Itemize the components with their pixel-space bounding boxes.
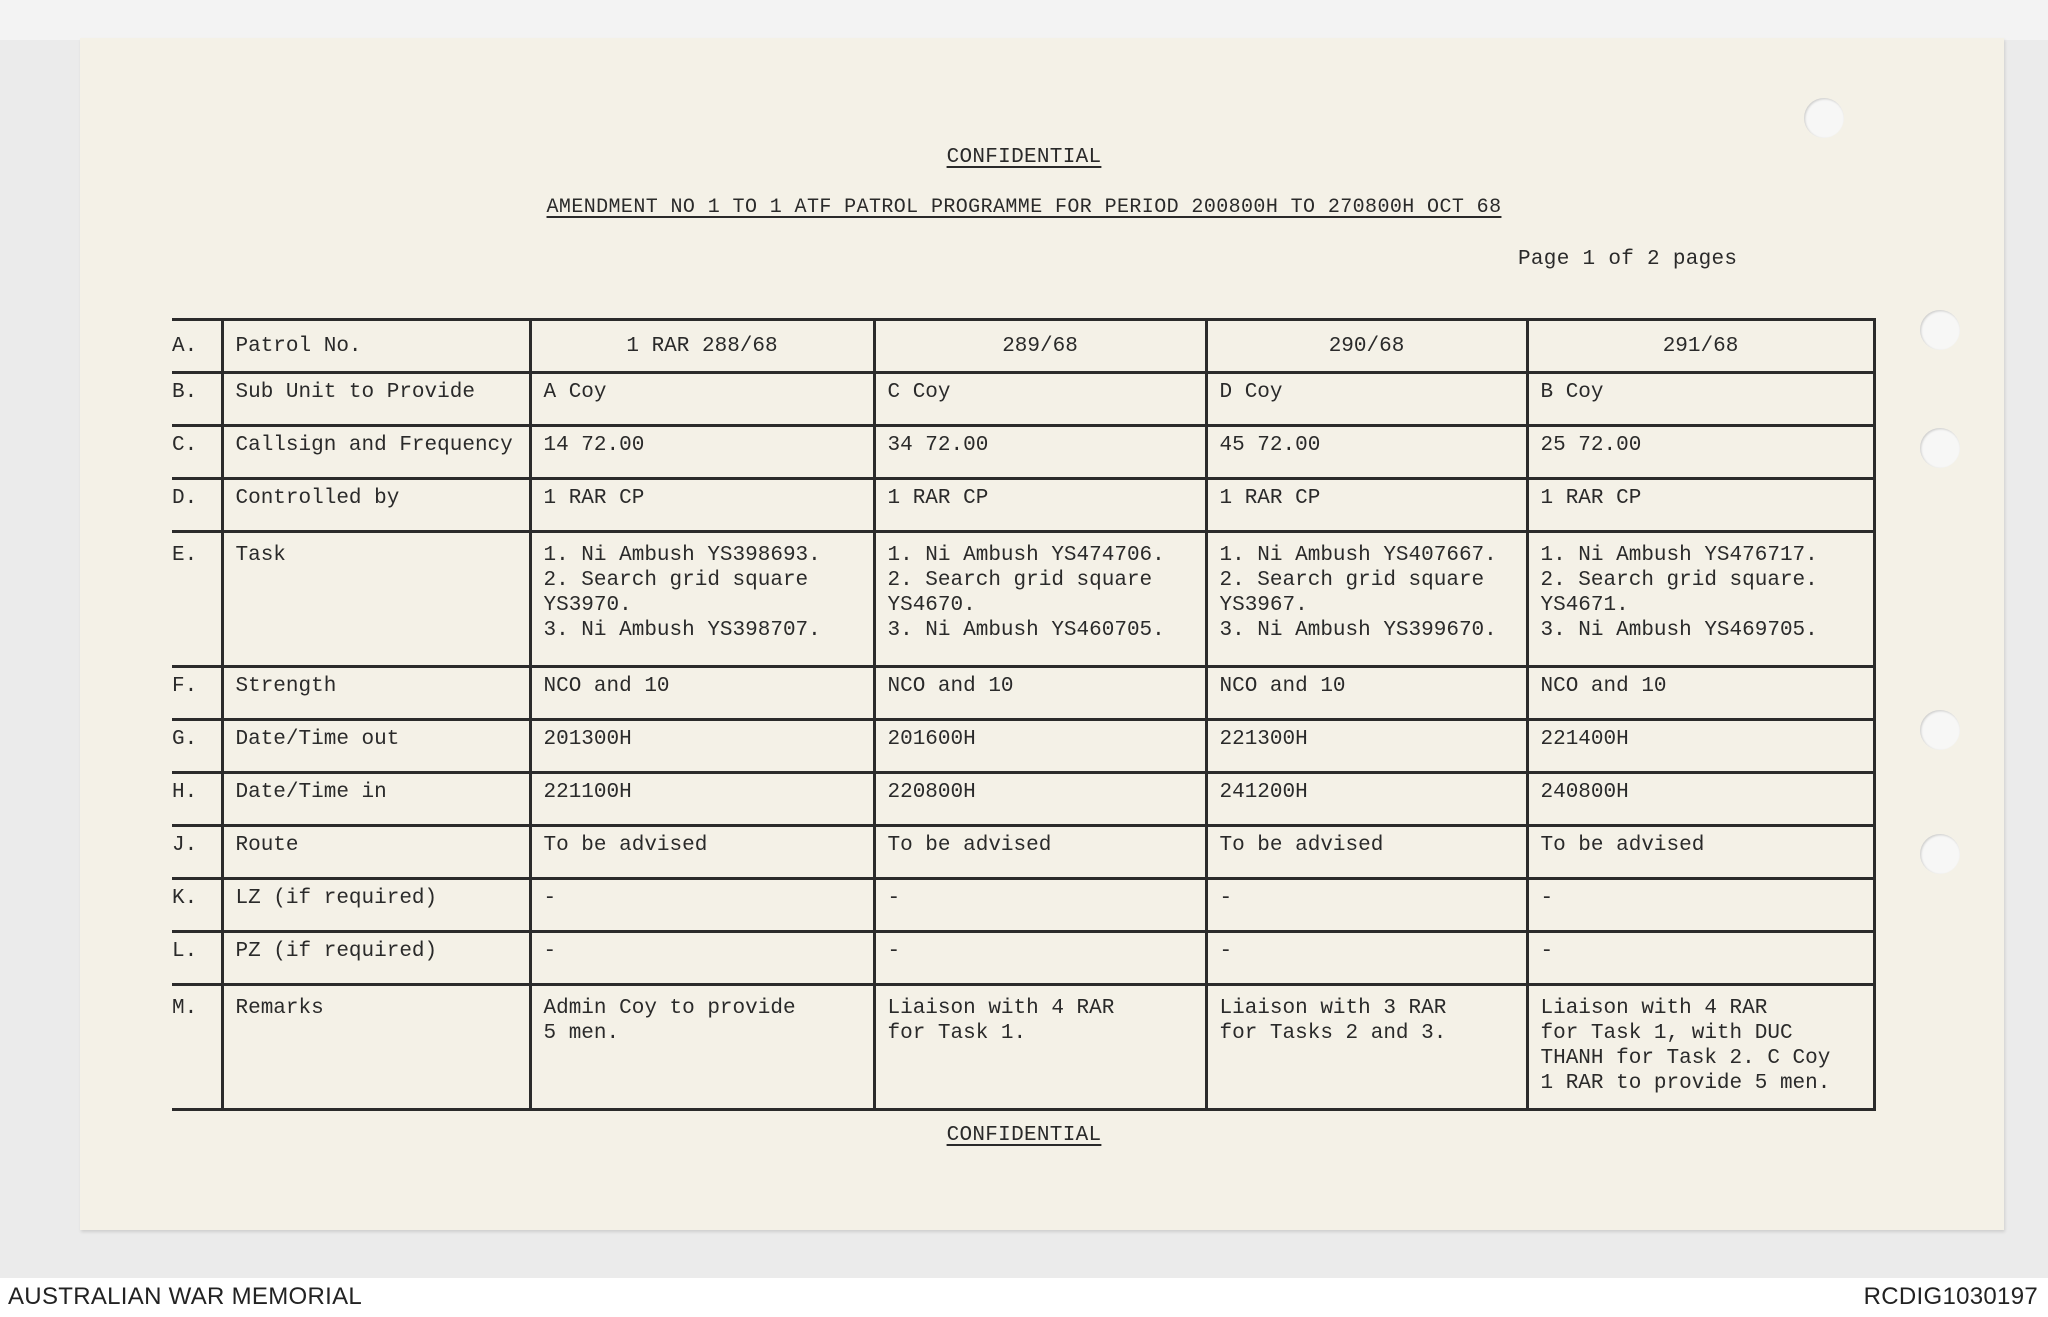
row-field-label: Remarks — [222, 985, 530, 1110]
table-cell: 221300H — [1206, 720, 1527, 773]
table-cell: 1 RAR 288/68 — [530, 320, 874, 373]
table-cell: 221400H — [1527, 720, 1874, 773]
table-cell: NCO and 10 — [1527, 667, 1874, 720]
row-field-label: Task — [222, 532, 530, 667]
table-cell: Admin Coy to provide 5 men. — [530, 985, 874, 1110]
table-cell: - — [530, 932, 874, 985]
table-cell: B Coy — [1527, 373, 1874, 426]
punch-hole-4 — [1920, 710, 1960, 750]
row-field-label: Strength — [222, 667, 530, 720]
table-row — [172, 320, 1874, 373]
table-cell: 1. Ni Ambush YS476717. 2. Search grid square. YS4671. 3. Ni Ambush YS469705. — [1527, 532, 1874, 667]
table-cell: C Coy — [874, 373, 1206, 426]
table-cell: - — [1527, 932, 1874, 985]
row-field-label: Patrol No. — [222, 320, 530, 373]
table-cell: D Coy — [1206, 373, 1527, 426]
table-cell: 201600H — [874, 720, 1206, 773]
table-cell: 290/68 — [1206, 320, 1527, 373]
row-field-label: Sub Unit to Provide — [222, 373, 530, 426]
table-row — [172, 826, 1874, 879]
table-cell: To be advised — [874, 826, 1206, 879]
table-cell: 25 72.00 — [1527, 426, 1874, 479]
table-cell: 201300H — [530, 720, 874, 773]
table-cell: - — [1206, 932, 1527, 985]
table-cell: 1 RAR CP — [874, 479, 1206, 532]
table-cell: To be advised — [1206, 826, 1527, 879]
row-letter: L. — [172, 932, 222, 985]
classification-top: CONFIDENTIAL — [946, 146, 1102, 169]
punch-hole-5 — [1920, 834, 1960, 874]
table-cell: 1. Ni Ambush YS474706. 2. Search grid square YS4670. 3. Ni Ambush YS460705. — [874, 532, 1206, 667]
background-top — [0, 0, 2048, 40]
table-cell: A Coy — [530, 373, 874, 426]
table-cell: 241200H — [1206, 773, 1527, 826]
table-cell: 220800H — [874, 773, 1206, 826]
table-cell: Liaison with 4 RAR for Task 1, with DUC THANH for Task 2. C Coy 1 RAR to provide 5 men. — [1527, 985, 1874, 1110]
row-letter: A. — [172, 320, 222, 373]
table-cell: 1. Ni Ambush YS407667. 2. Search grid square YS3967. 3. Ni Ambush YS399670. — [1206, 532, 1527, 667]
table-cell: - — [1527, 879, 1874, 932]
row-field-label: Route — [222, 826, 530, 879]
row-field-label: Controlled by — [222, 479, 530, 532]
table-cell: - — [874, 932, 1206, 985]
row-letter: C. — [172, 426, 222, 479]
table-cell: 1 RAR CP — [1527, 479, 1874, 532]
row-letter: M. — [172, 985, 222, 1110]
page-number: Page 1 of 2 pages — [1518, 248, 1738, 271]
table-cell: - — [530, 879, 874, 932]
row-field-label: PZ (if required) — [222, 932, 530, 985]
table-cell: 14 72.00 — [530, 426, 874, 479]
table-cell: - — [874, 879, 1206, 932]
table-row — [172, 773, 1874, 826]
table-row — [172, 373, 1874, 426]
table-row — [172, 985, 1874, 1110]
record-id: RCDIG1030197 — [1863, 1283, 2038, 1310]
table-cell: 240800H — [1527, 773, 1874, 826]
table-cell: Liaison with 3 RAR for Tasks 2 and 3. — [1206, 985, 1527, 1110]
table-cell: NCO and 10 — [874, 667, 1206, 720]
table-cell: 1 RAR CP — [530, 479, 874, 532]
table-cell: NCO and 10 — [1206, 667, 1527, 720]
table-cell: Liaison with 4 RAR for Task 1. — [874, 985, 1206, 1110]
row-field-label: Date/Time out — [222, 720, 530, 773]
table-row — [172, 879, 1874, 932]
table-cell: 45 72.00 — [1206, 426, 1527, 479]
punch-hole-2 — [1920, 310, 1960, 350]
row-letter: K. — [172, 879, 222, 932]
row-field-label: Date/Time in — [222, 773, 530, 826]
row-letter: H. — [172, 773, 222, 826]
classification-bottom: CONFIDENTIAL — [946, 1124, 1102, 1147]
punch-hole-1 — [1804, 98, 1844, 138]
row-letter: E. — [172, 532, 222, 667]
row-letter: B. — [172, 373, 222, 426]
table-cell: NCO and 10 — [530, 667, 874, 720]
table-row — [172, 426, 1874, 479]
row-letter: J. — [172, 826, 222, 879]
row-letter: G. — [172, 720, 222, 773]
table-cell: 34 72.00 — [874, 426, 1206, 479]
table-cell: 1. Ni Ambush YS398693. 2. Search grid square YS3970. 3. Ni Ambush YS398707. — [530, 532, 874, 667]
row-field-label: Callsign and Frequency — [222, 426, 530, 479]
table-cell: 1 RAR CP — [1206, 479, 1527, 532]
table-cell: 221100H — [530, 773, 874, 826]
table-cell: 289/68 — [874, 320, 1206, 373]
table-row — [172, 479, 1874, 532]
table-cell: To be advised — [1527, 826, 1874, 879]
row-field-label: LZ (if required) — [222, 879, 530, 932]
table-cell: To be advised — [530, 826, 874, 879]
table-row — [172, 720, 1874, 773]
table-row — [172, 932, 1874, 985]
table-cell: 291/68 — [1527, 320, 1874, 373]
row-letter: F. — [172, 667, 222, 720]
document-title: AMENDMENT NO 1 TO 1 ATF PATROL PROGRAMME FOR PERIOD 200800H TO 270800H OCT 68 — [546, 196, 1502, 219]
patrol-programme-table — [172, 318, 1876, 1111]
table-row — [172, 532, 1874, 667]
table-cell: - — [1206, 879, 1527, 932]
archive-name: AUSTRALIAN WAR MEMORIAL — [8, 1283, 363, 1310]
punch-hole-3 — [1920, 428, 1960, 468]
table-row — [172, 667, 1874, 720]
row-letter: D. — [172, 479, 222, 532]
